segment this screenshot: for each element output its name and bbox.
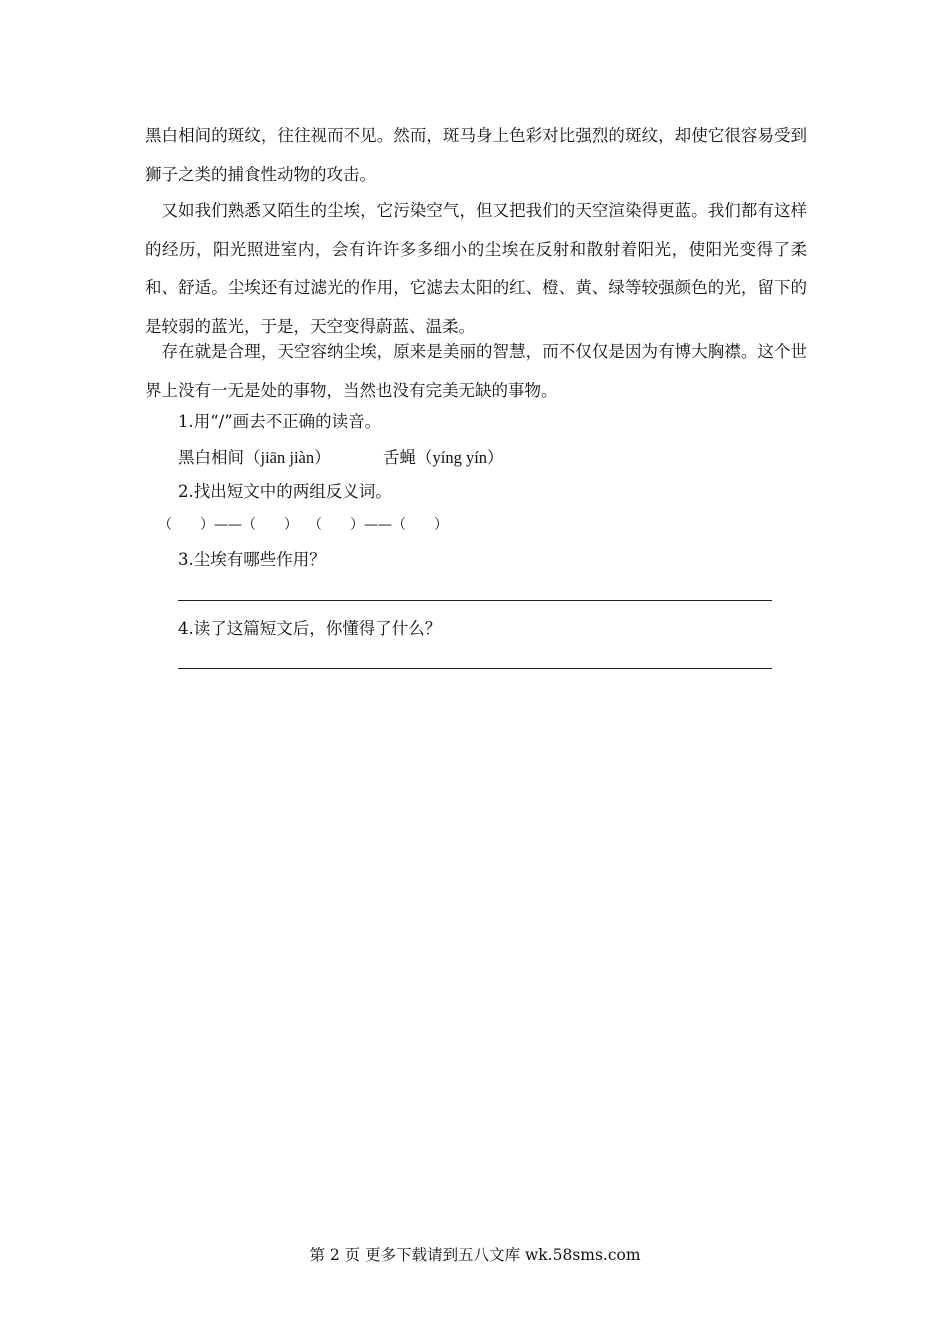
question-4-prompt: 4.读了这篇短文后，你懂得了什么？: [178, 619, 442, 638]
passage-paragraph-2: 又如我们熟悉又陌生的尘埃，它污染空气，但又把我们的天空渲染得更蓝。我们都有这样的经历，阳光照进室内，会有许许多多细小的尘埃在反射和散射着阳光，使阳光变得了柔和、舒适。尘埃还有过滤光的作用，它滤去太阳的红、橙、黄、绿等较强颜色的光，留下的是较弱的蓝光，于是，天空变得蔚蓝、温柔。: [145, 201, 807, 336]
antonym-pair-2-right-blank[interactable]: （ ）: [392, 517, 448, 533]
question-4-answer-line[interactable]: [178, 668, 772, 669]
question-3-prompt: 3.尘埃有哪些作用？: [178, 550, 326, 569]
question-1-word-1: 黑白相间: [178, 448, 244, 467]
antonym-pair-1-dash: ——: [214, 517, 242, 533]
antonym-pair-2-left-blank[interactable]: （ ）: [308, 517, 364, 533]
question-1-items-2: [383, 447, 504, 469]
antonym-pair-2-dash: ——: [364, 517, 392, 533]
page-footer: 第 2 页 更多下载请到五八文库 wk.58sms.com: [309, 1246, 641, 1264]
question-2-answer-row: [158, 514, 448, 536]
question-1-prompt: 1.用“/”画去不正确的读音。: [178, 412, 382, 431]
passage-paragraph-1: 黑白相间的斑纹，往往视而不见。然而，斑马身上色彩对比强烈的斑纹，却使它很容易受到狮子之类的捕食性动物的攻击。: [145, 126, 807, 184]
passage-paragraph-3: 存在就是合理，天空容纳尘埃，原来是美丽的智慧，而不仅仅是因为有博大胸襟。这个世界上没有一无是处的事物，当然也没有完美无缺的事物。: [145, 342, 807, 400]
question-1-pinyin-1[interactable]: （jiān jiàn）: [244, 448, 331, 467]
question-1-pinyin-2[interactable]: （yíng yín）: [416, 448, 504, 467]
question-1-word-2: 舌蝇: [383, 448, 416, 467]
question-2-prompt: 2.找出短文中的两组反义词。: [178, 482, 392, 501]
question-3-answer-line[interactable]: [178, 600, 772, 601]
antonym-pair-1-left-blank[interactable]: （ ）: [158, 517, 214, 533]
question-1-items: [178, 447, 331, 469]
antonym-pair-1-right-blank[interactable]: （ ）: [242, 517, 298, 533]
